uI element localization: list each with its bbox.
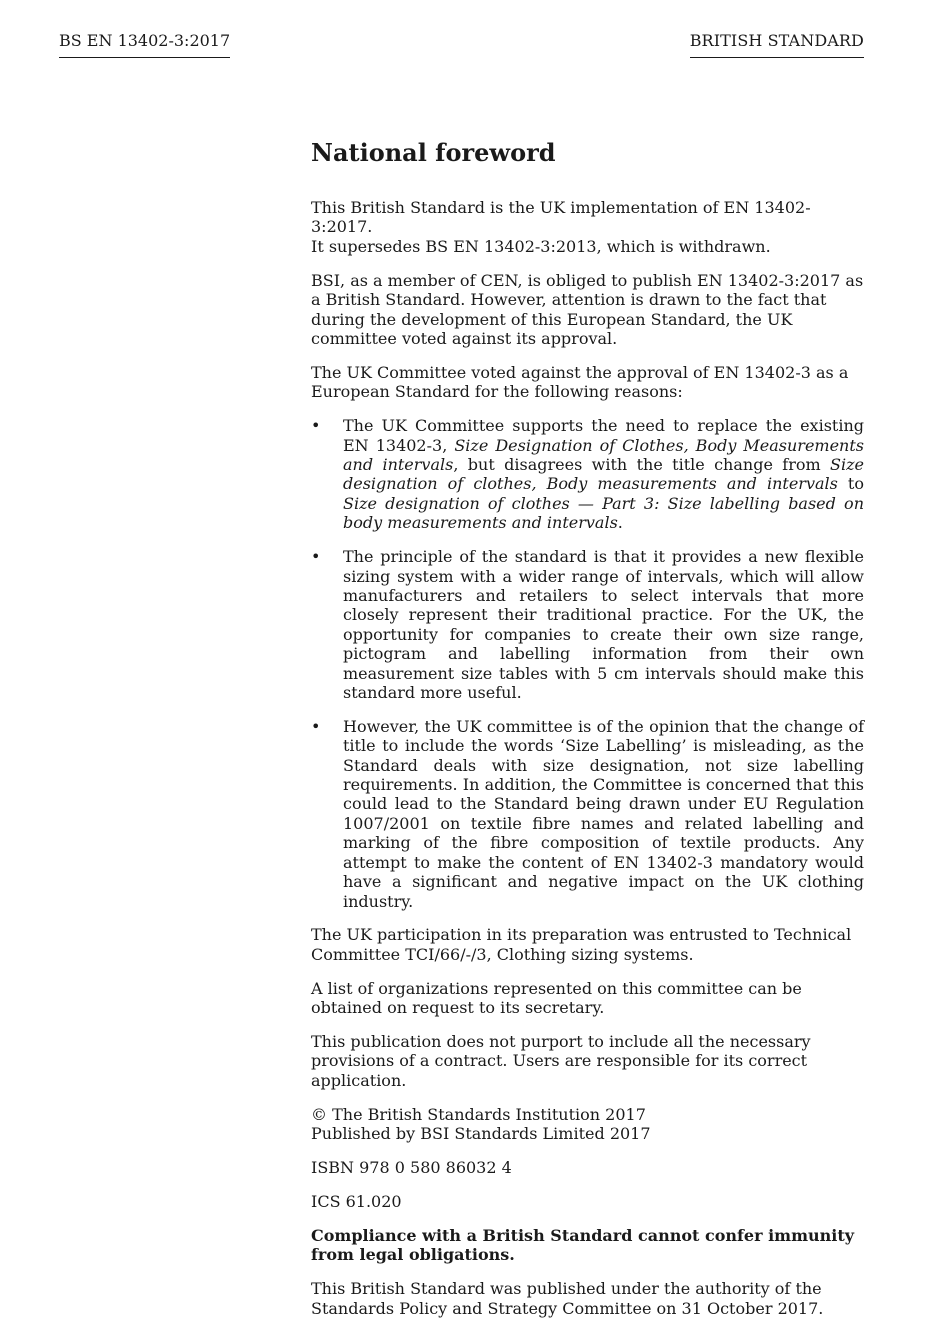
copyright-line: © The British Standards Institution 2017	[311, 1104, 646, 1124]
bullet-text: The UK Committee supports the need to replace the existing EN 13402-3,	[343, 416, 864, 455]
copyright-paragraph	[311, 1105, 864, 1144]
publisher-line: Published by BSI Standards Limited 2017	[311, 1124, 651, 1144]
page-title: National foreword	[311, 138, 556, 167]
intro-line-2: It supersedes BS EN 13402-3:2013, which is withdrawn.	[311, 236, 771, 256]
publication-authority-paragraph	[311, 1279, 864, 1318]
bullet-icon: •	[311, 416, 321, 436]
bullet-text: The principle of the standard is that it provides a new flexible sizing system with a wider range of intervals, which will allow manufacturers and retailers to select intervals that more closely represent their traditional practice. For the UK, the opportunity for companies to create their own size range, pictogram and labelling information from their own measurement size tables with 5 cm intervals should make this standard more useful.	[343, 547, 864, 702]
bullet-icon: •	[311, 716, 321, 736]
header-document-number: BS EN 13402-3:2017	[59, 31, 230, 58]
publication-line-1: This British Standard was published under the authority of the	[311, 1279, 822, 1299]
ics-code: ICS 61.020	[311, 1191, 402, 1211]
publication-line-2: Standards Policy and Strategy Committee on 31 October 2017.	[311, 1298, 824, 1318]
provisions-paragraph: This publication does not purport to include all the necessary provisions of a contract. Users are responsible for its correct application.	[311, 1032, 811, 1090]
organizations-paragraph: A list of organizations represented on this committee can be obtained on request to its secretary.	[311, 978, 802, 1018]
bullet-italic-text: Size designation of clothes — Part 3: Size labelling based on body measurements and intervals	[343, 493, 864, 533]
intro-paragraph	[311, 198, 864, 256]
bullet-italic-text: Size Designation of Clothes, Body Measurements and intervals	[343, 435, 865, 474]
header-publisher: BRITISH STANDARD	[690, 31, 864, 58]
bullet-italic-text: Size designation of clothes, Body measurements and intervals	[343, 454, 865, 494]
list-item	[311, 717, 864, 911]
compliance-notice: Compliance with a British Standard cannot confer immunity from legal obligations.	[311, 1225, 855, 1265]
participation-paragraph: The UK participation in its preparation was entrusted to Technical Committee TCI/66/-/3, Clothing sizing systems.	[311, 925, 852, 964]
bullet-text: .	[617, 513, 623, 533]
vote-reasons-paragraph: The UK Committee voted against the approval of EN 13402-3 as a European Standard for the following reasons:	[311, 362, 849, 402]
list-item	[311, 547, 864, 702]
foreword-content	[311, 137, 864, 1333]
bsi-obligation-paragraph: BSI, as a member of CEN, is obliged to publish EN 13402-3:2017 as a British Standard. However, attention is drawn to the fact that during the development of this European Standard, the UK committee voted against its approval.	[311, 270, 864, 348]
isbn: ISBN 978 0 580 86032 4	[311, 1158, 512, 1178]
intro-line-1: This British Standard is the UK implementation of EN 13402-3:2017.	[311, 198, 811, 237]
bullet-text: However, the UK committee is of the opinion that the change of title to include the words ‘Size Labelling’ is misleading, as the Standard deals with size designation, not size labelling requirements. In addition, the Committee is concerned that this could lead to the Standard being drawn under EU Regulation 1007/2001 on textile fibre names and related labelling and marking of the fibre composition of textile products. Any attempt to make the content of EN 13402-3 mandatory would have a significant and negative impact on the UK clothing industry.	[343, 716, 864, 911]
bullet-text: , but disagrees with the title change from	[453, 454, 831, 474]
bullet-icon: •	[311, 547, 321, 567]
bullet-text: to	[837, 474, 864, 494]
list-item	[311, 416, 864, 532]
